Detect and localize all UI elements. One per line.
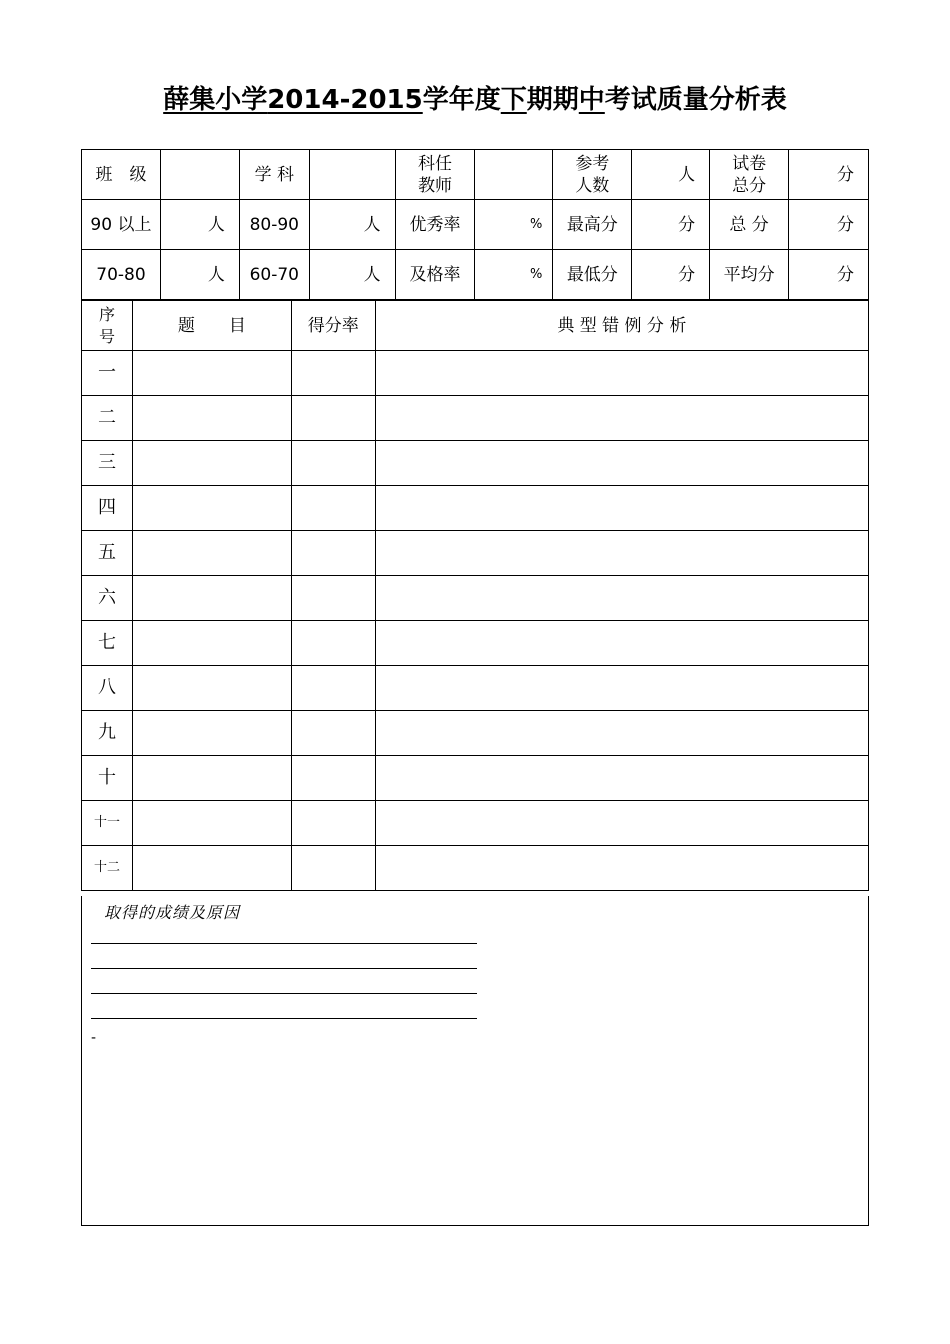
paper-total-label-line2: 总分 (732, 175, 767, 196)
analysis-cell[interactable] (375, 441, 868, 486)
title-mid: 中 (578, 85, 605, 115)
summary-line (91, 993, 477, 994)
table-row (82, 531, 869, 576)
topic-header: 题 目 (132, 301, 291, 351)
analysis-cell[interactable] (375, 801, 868, 846)
range-60-70-label: 60-70 (239, 250, 309, 300)
score-rate-cell[interactable] (291, 846, 375, 891)
table-row (82, 711, 869, 756)
range-80-90-value[interactable]: 人 (309, 200, 395, 250)
info-row-1 (82, 150, 869, 200)
teacher-label-line2: 教师 (418, 175, 453, 196)
avg-score-value[interactable]: 分 (789, 250, 869, 300)
info-row-3 (82, 250, 869, 300)
summary-line (91, 1018, 477, 1019)
row-index: 十二 (82, 846, 133, 891)
info-row-2 (82, 200, 869, 250)
row-index: 二 (82, 396, 133, 441)
analysis-cell[interactable] (375, 666, 868, 711)
analysis-cell[interactable] (375, 576, 868, 621)
summary-section[interactable] (81, 896, 869, 1226)
participants-value[interactable]: 人 (632, 150, 710, 200)
paper-total-label (710, 150, 789, 200)
title-year-suffix: 学年度 (422, 85, 501, 115)
table-row (82, 576, 869, 621)
topic-cell[interactable] (132, 531, 291, 576)
subject-value[interactable] (309, 150, 395, 200)
score-rate-cell[interactable] (291, 576, 375, 621)
row-index: 九 (82, 711, 133, 756)
row-index: 八 (82, 666, 133, 711)
title-term: 下 (500, 85, 527, 115)
topic-cell[interactable] (132, 846, 291, 891)
min-score-label: 最低分 (553, 250, 632, 300)
table-row (82, 666, 869, 711)
table-row (82, 486, 869, 531)
score-rate-header: 得分率 (291, 301, 375, 351)
total-score-label: 总 分 (710, 200, 789, 250)
questions-table (81, 300, 869, 891)
analysis-cell[interactable] (375, 756, 868, 801)
title-school: 薛集小学 (163, 85, 268, 115)
summary-line (91, 968, 477, 969)
teacher-value[interactable] (475, 150, 553, 200)
subject-label: 学 科 (239, 150, 309, 200)
paper-total-label-line1: 试卷 (732, 153, 767, 174)
title-period: 期期 (526, 85, 579, 115)
row-index: 四 (82, 486, 133, 531)
topic-cell[interactable] (132, 441, 291, 486)
score-rate-cell[interactable] (291, 396, 375, 441)
table-row (82, 351, 869, 396)
participants-label-line1: 参考 (575, 153, 610, 174)
row-index: 七 (82, 621, 133, 666)
row-index: 十一 (82, 801, 133, 846)
table-row (82, 756, 869, 801)
row-index: 十 (82, 756, 133, 801)
participants-label-line2: 人数 (575, 175, 610, 196)
range-70-80-value[interactable]: 人 (160, 250, 239, 300)
range-90-value[interactable]: 人 (160, 200, 239, 250)
teacher-label (395, 150, 475, 200)
range-60-70-value[interactable]: 人 (309, 250, 395, 300)
class-value[interactable] (160, 150, 239, 200)
max-score-value[interactable]: 分 (632, 200, 710, 250)
info-table (81, 149, 869, 300)
row-index: 六 (82, 576, 133, 621)
pass-rate-label: 及格率 (395, 250, 475, 300)
table-row (82, 396, 869, 441)
teacher-label-line1: 科任 (418, 153, 453, 174)
topic-cell[interactable] (132, 666, 291, 711)
excellent-rate-label: 优秀率 (395, 200, 475, 250)
page-title (0, 80, 950, 120)
topic-cell[interactable] (132, 801, 291, 846)
seq-header (82, 301, 133, 351)
summary-line (91, 943, 477, 944)
analysis-header: 典 型 错 例 分 析 (375, 301, 868, 351)
total-score-value[interactable]: 分 (789, 200, 869, 250)
class-label: 班 级 (82, 150, 161, 200)
range-90-label: 90 以上 (82, 200, 161, 250)
topic-cell[interactable] (132, 396, 291, 441)
analysis-cell[interactable] (375, 351, 868, 396)
title-rest: 考试质量分析表 (604, 85, 787, 115)
score-rate-cell[interactable] (291, 666, 375, 711)
range-70-80-label: 70-80 (82, 250, 161, 300)
row-index: 三 (82, 441, 133, 486)
analysis-cell[interactable] (375, 846, 868, 891)
analysis-cell[interactable] (375, 621, 868, 666)
pass-rate-value[interactable]: % (475, 250, 553, 300)
seq-header-line1: 序 (98, 304, 115, 324)
avg-score-label: 平均分 (710, 250, 789, 300)
row-index: 五 (82, 531, 133, 576)
analysis-cell[interactable] (375, 531, 868, 576)
topic-cell[interactable] (132, 576, 291, 621)
row-index: 一 (82, 351, 133, 396)
score-rate-cell[interactable] (291, 801, 375, 846)
paper-total-value[interactable]: 分 (789, 150, 869, 200)
title-years: 2014-2015 (267, 85, 423, 115)
questions-header-row (82, 301, 869, 351)
participants-label (553, 150, 632, 200)
topic-cell[interactable] (132, 351, 291, 396)
excellent-rate-value[interactable]: % (475, 200, 553, 250)
table-row (82, 846, 869, 891)
summary-dash: - (91, 1030, 97, 1046)
analysis-cell[interactable] (375, 396, 868, 441)
max-score-label: 最高分 (553, 200, 632, 250)
score-rate-cell[interactable] (291, 351, 375, 396)
topic-cell[interactable] (132, 486, 291, 531)
range-80-90-label: 80-90 (239, 200, 309, 250)
table-row (82, 801, 869, 846)
table-row (82, 441, 869, 486)
score-rate-cell[interactable] (291, 756, 375, 801)
score-rate-cell[interactable] (291, 531, 375, 576)
min-score-value[interactable]: 分 (632, 250, 710, 300)
score-rate-cell[interactable] (291, 486, 375, 531)
analysis-cell[interactable] (375, 711, 868, 756)
score-rate-cell[interactable] (291, 441, 375, 486)
score-rate-cell[interactable] (291, 711, 375, 756)
topic-cell[interactable] (132, 711, 291, 756)
topic-cell[interactable] (132, 621, 291, 666)
summary-label: 取得的成绩及原因 (104, 903, 241, 922)
score-rate-cell[interactable] (291, 621, 375, 666)
analysis-cell[interactable] (375, 486, 868, 531)
table-row (82, 621, 869, 666)
topic-cell[interactable] (132, 756, 291, 801)
seq-header-line2: 号 (98, 326, 115, 346)
